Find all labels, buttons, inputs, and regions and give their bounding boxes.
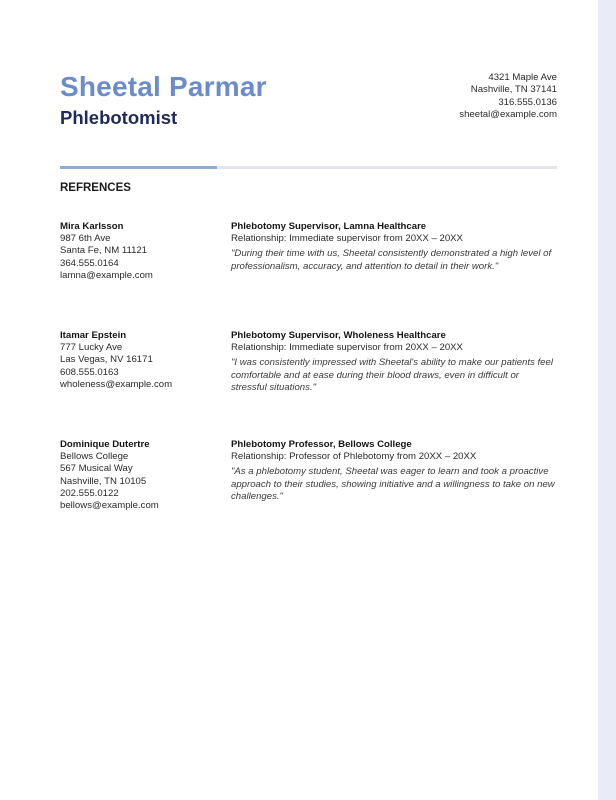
- reference-email: wholeness@example.com: [60, 378, 173, 390]
- reference-relationship: Relationship: Professor of Phlebotomy from 20XX – 20XX: [231, 451, 477, 463]
- reference-name: Mira Karlsson: [60, 221, 124, 232]
- reference-details: [231, 330, 557, 394]
- contact-phone: 316.555.0136: [498, 96, 557, 108]
- contact-email: sheetal@example.com: [459, 109, 557, 121]
- reference-name: Itamar Epstein: [60, 330, 127, 341]
- reference-details: [231, 439, 557, 503]
- reference-relationship: Relationship: Immediate supervisor from 20XX – 20XX: [231, 342, 463, 354]
- candidate-name: Sheetal Parmar: [60, 71, 267, 102]
- reference-quote: "As a phlebotomy student, Sheetal was eager to learn and took a proactive approach to their studies, showing initiative and a willingness to take on new challenges.": [231, 466, 555, 502]
- reference-quote: "I was consistently impressed with Sheetal's ability to make our patients feel comfortable and at ease during their blood draws, even in difficult or stressful situations.": [231, 357, 553, 393]
- contact-address-line1: 4321 Maple Ave: [488, 72, 557, 83]
- page-edge-strip: [598, 0, 616, 800]
- section-heading: REFRENCES: [60, 182, 131, 194]
- candidate-job-title: Phlebotomist: [60, 107, 178, 128]
- reference-address-line1: Bellows College: [60, 451, 129, 463]
- reference-address-line2: Las Vegas, NV 16171: [60, 354, 153, 366]
- reference-email: lamna@example.com: [60, 269, 153, 281]
- reference-phone: 608.555.0163: [60, 366, 119, 378]
- reference-address-line1: 987 6th Ave: [60, 233, 111, 245]
- header-divider-accent: [60, 166, 217, 169]
- reference-phone: 202.555.0122: [60, 487, 119, 499]
- reference-relationship: Relationship: Immediate supervisor from 20XX – 20XX: [231, 233, 463, 245]
- reference-address-line3: Nashville, TN 10105: [60, 475, 147, 487]
- contact-address-line2: Nashville, TN 37141: [470, 84, 557, 96]
- reference-contact: [60, 221, 225, 282]
- reference-details: [231, 221, 557, 273]
- reference-position: Phlebotomy Professor, Bellows College: [231, 439, 412, 450]
- reference-position: Phlebotomy Supervisor, Lamna Healthcare: [231, 221, 427, 232]
- contact-block: [459, 72, 557, 122]
- reference-address-line1: 777 Lucky Ave: [60, 342, 123, 354]
- reference-position: Phlebotomy Supervisor, Wholeness Healthcare: [231, 330, 446, 341]
- reference-contact: [60, 439, 225, 512]
- reference-address-line2: Santa Fe, NM 11121: [60, 245, 148, 257]
- reference-contact: [60, 330, 225, 391]
- reference-email: bellows@example.com: [60, 500, 159, 512]
- reference-quote: "During their time with us, Sheetal consistently demonstrated a high level of professionalism, accuracy, and attention to detail in their work.": [231, 248, 552, 272]
- reference-address-line2: 567 Musical Way: [60, 463, 133, 475]
- reference-name: Dominique Dutertre: [60, 439, 150, 450]
- reference-phone: 364.555.0164: [60, 257, 119, 269]
- header-divider: [217, 166, 557, 169]
